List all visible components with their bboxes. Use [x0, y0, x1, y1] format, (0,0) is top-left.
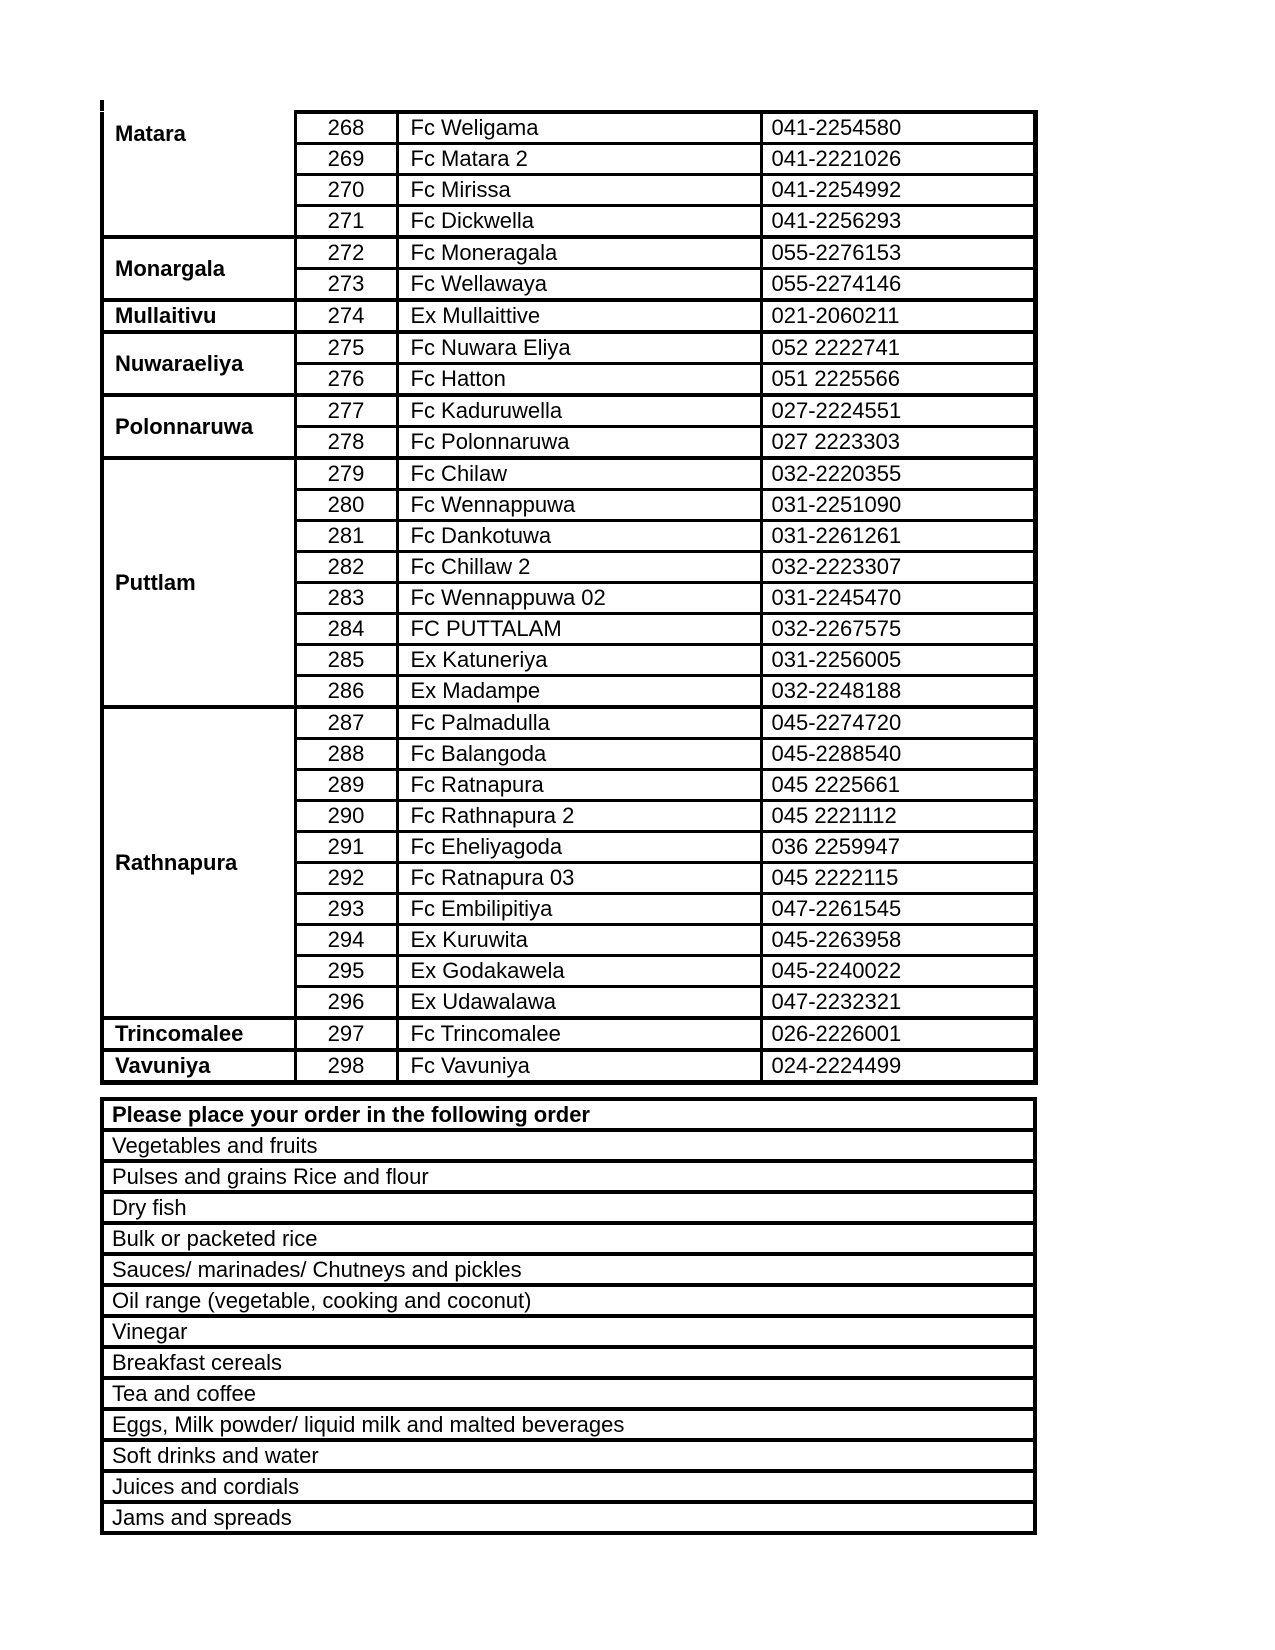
- row-number-cell: 278: [295, 427, 397, 459]
- directory-row: [102, 1050, 1035, 1083]
- district-cell: Vavuniya: [102, 1050, 295, 1083]
- district-cell: Rathnapura: [102, 707, 295, 1018]
- facility-name-cell: Fc Eheliyagoda: [397, 832, 761, 863]
- phone-number-cell: 031-2245470: [761, 583, 1035, 614]
- order-item-row: [102, 1254, 1035, 1285]
- directory-row: [102, 112, 1035, 144]
- directory-row: [102, 237, 1035, 269]
- row-number-cell: 294: [295, 925, 397, 956]
- order-item-row: [102, 1347, 1035, 1378]
- district-cell: Matara: [102, 112, 295, 237]
- order-item-row: [102, 1130, 1035, 1161]
- facility-name-cell: Fc Chilaw: [397, 458, 761, 490]
- row-number-cell: 285: [295, 645, 397, 676]
- order-item-row: [102, 1161, 1035, 1192]
- row-number-cell: 284: [295, 614, 397, 645]
- facility-name-cell: Ex Madampe: [397, 676, 761, 708]
- phone-number-cell: 041-2221026: [761, 144, 1035, 175]
- order-item-row: [102, 1409, 1035, 1440]
- directory-row: [102, 1018, 1035, 1050]
- row-number-cell: 270: [295, 175, 397, 206]
- order-item-row: [102, 1285, 1035, 1316]
- order-item-cell: Soft drinks and water: [102, 1440, 1035, 1471]
- facility-name-cell: Fc Mirissa: [397, 175, 761, 206]
- row-number-cell: 297: [295, 1018, 397, 1050]
- row-number-cell: 293: [295, 894, 397, 925]
- phone-directory-table: [100, 110, 1038, 1085]
- facility-name-cell: Fc Moneragala: [397, 237, 761, 269]
- directory-table-body: [102, 112, 1035, 1083]
- facility-name-cell: Fc Polonnaruwa: [397, 427, 761, 459]
- row-number-cell: 279: [295, 458, 397, 490]
- row-number-cell: 274: [295, 300, 397, 332]
- phone-number-cell: 045-2274720: [761, 707, 1035, 739]
- row-number-cell: 280: [295, 490, 397, 521]
- facility-name-cell: Fc Weligama: [397, 112, 761, 144]
- row-number-cell: 298: [295, 1050, 397, 1083]
- row-number-cell: 283: [295, 583, 397, 614]
- phone-number-cell: 045-2240022: [761, 956, 1035, 987]
- order-item-cell: Oil range (vegetable, cooking and coconut): [102, 1285, 1035, 1316]
- phone-number-cell: 051 2225566: [761, 364, 1035, 396]
- phone-number-cell: 027 2223303: [761, 427, 1035, 459]
- facility-name-cell: Fc Embilipitiya: [397, 894, 761, 925]
- directory-row: [102, 332, 1035, 364]
- row-number-cell: 273: [295, 269, 397, 301]
- order-table-header-row: [102, 1099, 1035, 1130]
- facility-name-cell: Fc Trincomalee: [397, 1018, 761, 1050]
- phone-number-cell: 055-2276153: [761, 237, 1035, 269]
- facility-name-cell: Ex Udawalawa: [397, 987, 761, 1019]
- row-number-cell: 271: [295, 206, 397, 238]
- order-item-cell: Juices and cordials: [102, 1471, 1035, 1502]
- district-cell: Nuwaraeliya: [102, 332, 295, 395]
- order-item-row: [102, 1440, 1035, 1471]
- row-number-cell: 295: [295, 956, 397, 987]
- phone-number-cell: 041-2254580: [761, 112, 1035, 144]
- phone-number-cell: 026-2226001: [761, 1018, 1035, 1050]
- facility-name-cell: Fc Balangoda: [397, 739, 761, 770]
- order-item-cell: Breakfast cereals: [102, 1347, 1035, 1378]
- phone-number-cell: 024-2224499: [761, 1050, 1035, 1083]
- facility-name-cell: Fc Wellawaya: [397, 269, 761, 301]
- order-item-row: [102, 1192, 1035, 1223]
- row-number-cell: 275: [295, 332, 397, 364]
- phone-number-cell: 045 2221112: [761, 801, 1035, 832]
- phone-number-cell: 031-2251090: [761, 490, 1035, 521]
- order-item-cell: Sauces/ marinades/ Chutneys and pickles: [102, 1254, 1035, 1285]
- facility-name-cell: Fc Dickwella: [397, 206, 761, 238]
- district-cell: Mullaitivu: [102, 300, 295, 332]
- order-item-cell: Dry fish: [102, 1192, 1035, 1223]
- facility-name-cell: Fc Ratnapura 03: [397, 863, 761, 894]
- phone-number-cell: 045-2288540: [761, 739, 1035, 770]
- row-number-cell: 288: [295, 739, 397, 770]
- row-number-cell: 272: [295, 237, 397, 269]
- facility-name-cell: Fc Chillaw 2: [397, 552, 761, 583]
- facility-name-cell: Fc Rathnapura 2: [397, 801, 761, 832]
- row-number-cell: 286: [295, 676, 397, 708]
- phone-number-cell: 021-2060211: [761, 300, 1035, 332]
- phone-number-cell: 045 2225661: [761, 770, 1035, 801]
- phone-number-cell: 041-2256293: [761, 206, 1035, 238]
- facility-name-cell: Fc Palmadulla: [397, 707, 761, 739]
- directory-row: [102, 395, 1035, 427]
- order-item-row: [102, 1502, 1035, 1533]
- order-item-cell: Vegetables and fruits: [102, 1130, 1035, 1161]
- order-item-cell: Pulses and grains Rice and flour: [102, 1161, 1035, 1192]
- facility-name-cell: Fc Wennappuwa: [397, 490, 761, 521]
- order-table-body: [102, 1099, 1035, 1533]
- row-number-cell: 287: [295, 707, 397, 739]
- row-number-cell: 277: [295, 395, 397, 427]
- phone-number-cell: 041-2254992: [761, 175, 1035, 206]
- district-cell: Trincomalee: [102, 1018, 295, 1050]
- facility-name-cell: Fc Nuwara Eliya: [397, 332, 761, 364]
- order-item-row: [102, 1223, 1035, 1254]
- facility-name-cell: Fc Kaduruwella: [397, 395, 761, 427]
- row-number-cell: 282: [295, 552, 397, 583]
- phone-number-cell: 045 2222115: [761, 863, 1035, 894]
- district-cell: Monargala: [102, 237, 295, 300]
- facility-name-cell: Ex Mullaittive: [397, 300, 761, 332]
- phone-number-cell: 045-2263958: [761, 925, 1035, 956]
- phone-number-cell: 032-2223307: [761, 552, 1035, 583]
- phone-number-cell: 032-2267575: [761, 614, 1035, 645]
- order-item-cell: Bulk or packeted rice: [102, 1223, 1035, 1254]
- phone-number-cell: 031-2256005: [761, 645, 1035, 676]
- phone-number-cell: 036 2259947: [761, 832, 1035, 863]
- order-table-header: Please place your order in the following order: [102, 1099, 1035, 1130]
- phone-number-cell: 047-2261545: [761, 894, 1035, 925]
- phone-number-cell: 027-2224551: [761, 395, 1035, 427]
- row-number-cell: 268: [295, 112, 397, 144]
- phone-number-cell: 047-2232321: [761, 987, 1035, 1019]
- order-item-row: [102, 1316, 1035, 1347]
- facility-name-cell: Fc Matara 2: [397, 144, 761, 175]
- directory-row: [102, 300, 1035, 332]
- phone-number-cell: 031-2261261: [761, 521, 1035, 552]
- order-item-cell: Jams and spreads: [102, 1502, 1035, 1533]
- facility-name-cell: Fc Hatton: [397, 364, 761, 396]
- facility-name-cell: Ex Katuneriya: [397, 645, 761, 676]
- row-number-cell: 292: [295, 863, 397, 894]
- facility-name-cell: Ex Godakawela: [397, 956, 761, 987]
- row-number-cell: 291: [295, 832, 397, 863]
- row-number-cell: 289: [295, 770, 397, 801]
- row-number-cell: 290: [295, 801, 397, 832]
- order-sequence-table: [100, 1097, 1037, 1535]
- phone-number-cell: 032-2248188: [761, 676, 1035, 708]
- row-number-cell: 269: [295, 144, 397, 175]
- facility-name-cell: Fc Ratnapura: [397, 770, 761, 801]
- order-item-cell: Eggs, Milk powder/ liquid milk and malted beverages: [102, 1409, 1035, 1440]
- directory-row: [102, 707, 1035, 739]
- phone-number-cell: 055-2274146: [761, 269, 1035, 301]
- row-number-cell: 296: [295, 987, 397, 1019]
- order-item-cell: Vinegar: [102, 1316, 1035, 1347]
- facility-name-cell: FC PUTTALAM: [397, 614, 761, 645]
- order-item-row: [102, 1471, 1035, 1502]
- order-item-cell: Tea and coffee: [102, 1378, 1035, 1409]
- phone-number-cell: 032-2220355: [761, 458, 1035, 490]
- order-item-row: [102, 1378, 1035, 1409]
- row-number-cell: 281: [295, 521, 397, 552]
- facility-name-cell: Ex Kuruwita: [397, 925, 761, 956]
- row-number-cell: 276: [295, 364, 397, 396]
- phone-number-cell: 052 2222741: [761, 332, 1035, 364]
- facility-name-cell: Fc Dankotuwa: [397, 521, 761, 552]
- facility-name-cell: Fc Vavuniya: [397, 1050, 761, 1083]
- directory-row: [102, 458, 1035, 490]
- facility-name-cell: Fc Wennappuwa 02: [397, 583, 761, 614]
- district-cell: Polonnaruwa: [102, 395, 295, 458]
- district-cell: Puttlam: [102, 458, 295, 707]
